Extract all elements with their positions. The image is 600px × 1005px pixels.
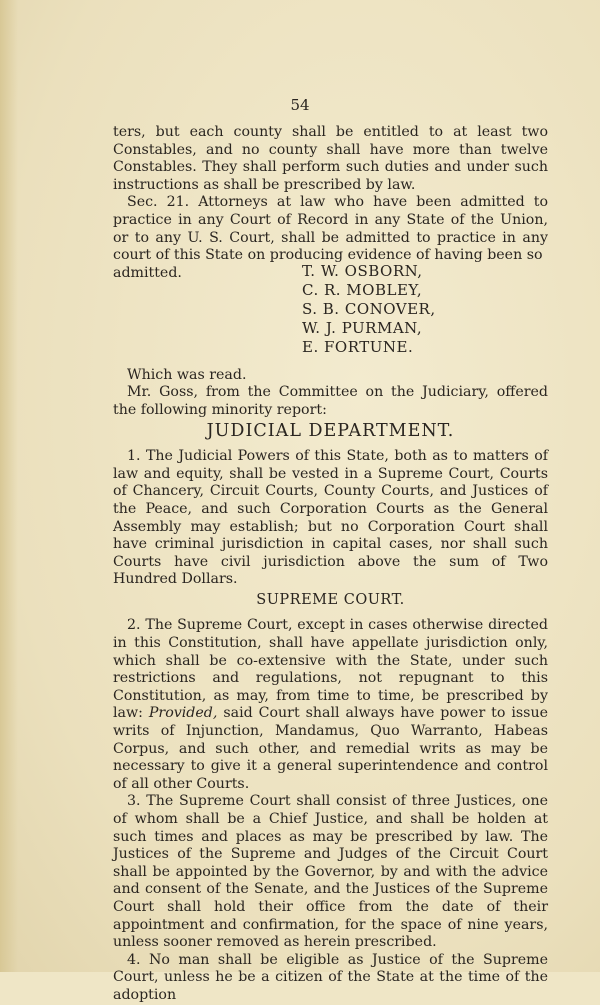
body-text [113,124,548,1005]
section-21-paragraph: Sec. 21. Attorneys at law who have been admitted to practice in any Court of Record in any State of the Union, or to any U. S. Court, shall be admitted to practice in any court of this State on producing evidence of having been so [113,194,548,264]
admitted-word: admitted. [113,264,182,281]
which-was-read: Which was read. [127,366,247,383]
goss-intro-paragraph: Mr. Goss, from the Committee on the Judiciary, offered the following minority report: [113,384,548,418]
provided-emphasis: Provided, [148,705,218,722]
signatory-list [302,262,520,357]
signature-block [113,261,548,357]
article-paragraph-1: 1. The Judicial Powers of this State, both as to matters of law and equity, shall be vested in a Supreme Court, Courts of Chancery, Circuit Courts, County Courts, and Justices of the Peace, and such Corporation Courts as the General Assembly may establish; but no Corporation Court shall have criminal jurisdiction in capital cases, nor shall such Courts have civil jurisdiction above the sum of Two Hundred Dollars. [113,448,548,588]
signatory: S. B. CONOVER, [302,299,436,318]
judicial-department-heading: JUDICIAL DEPARTMENT. [206,420,455,441]
para-2-part-b: said Court shall always have power to issue writs of Injunction, Mandamus, Quo Warranto, Habeas Corpus, and such other, and remedial writs as may be necessary to give it a general superintendence and control of all other Courts. [113,705,548,792]
page-edge-shadow [0,0,18,972]
page-number: 54 [290,96,310,114]
signatory: T. W. OSBORN, [302,261,423,280]
para-2-part-a: 2. The Supreme Court, except in cases otherwise directed in this Constitution, shall have appellate jurisdiction only, which shall be co-extensive with the State, under such restrictions and regulations, not repugnant to this Constitution, as may, from time to time, be prescribed by law: [113,617,548,722]
signatory: W. J. PURMAN, [302,318,423,337]
continuation-paragraph: ters, but each county shall be entitled to at least two Constables, and no county shall have more than twelve Constables. They shall perform such duties and under such instructions as shall be prescribed by law. [113,124,548,193]
article-paragraph-2 [113,617,548,793]
signatory: C. R. MOBLEY, [302,280,423,299]
article-paragraph-4: 4. No man shall be eligible as Justice of the Supreme Court, unless he be a citizen of the State at the time of the adoption [113,951,548,1003]
signatory: E. FORTUNE. [302,337,414,356]
article-paragraph-3: 3. The Supreme Court shall consist of three Justices, one of whom shall be a Chief Justice, and shall be holden at such times and places as may be prescribed by law. The Justices of the Supreme and Judges of the Circuit Court shall be appointed by the Governor, by and with the advice and consent of the Senate, and the Justices of the Supreme Court shall hold their office from the date of their appointment and confirmation, for the space of nine years, unless sooner removed as herein prescribed. [113,793,548,951]
supreme-court-heading: SUPREME COURT. [256,591,405,608]
